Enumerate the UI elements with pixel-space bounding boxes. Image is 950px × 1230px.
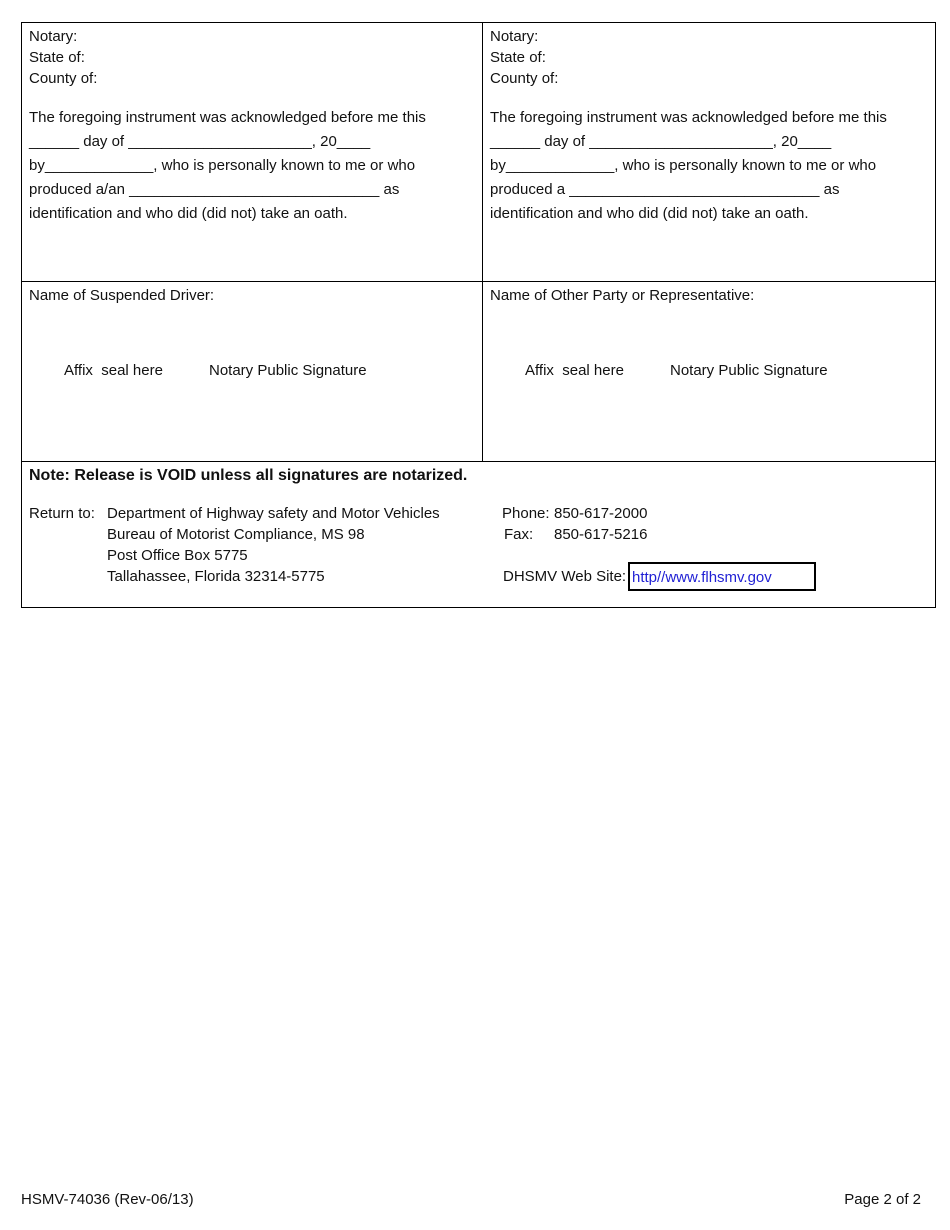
signature-left-cell	[22, 282, 482, 461]
notary-signature-label-left: Notary Public Signature	[209, 362, 367, 379]
phone-value: 850-617-2000	[554, 505, 648, 522]
notary-right-cell	[483, 23, 935, 281]
notary-right-state-label: State of:	[490, 49, 546, 66]
ack-line: The foregoing instrument was acknowledged before me this	[29, 109, 426, 126]
ack-line: produced a/an ______________________________ as	[29, 181, 400, 198]
ack-line: produced a ______________________________ as	[490, 181, 840, 198]
ack-line: identification and who did (did not) take an oath.	[490, 205, 809, 222]
seal-area-right: Affix seal here	[525, 362, 624, 379]
notary-left-state-label: State of:	[29, 49, 85, 66]
phone-label: Phone:	[502, 505, 550, 522]
return-address-line: Department of Highway safety and Motor Vehicles	[107, 505, 440, 522]
website-label: DHSMV Web Site:	[503, 568, 627, 585]
fax-value: 850-617-5216	[554, 526, 648, 543]
fax-label: Fax:	[504, 526, 534, 543]
ack-line: by_____________, who is personally known to me or who	[490, 157, 877, 174]
notary-left-county-label: County of:	[29, 70, 98, 87]
ack-line: ______ day of ______________________, 20____	[29, 133, 371, 150]
ack-line: ______ day of ______________________, 20____	[490, 133, 832, 150]
other-party-name-label: Name of Other Party or Representative:	[490, 287, 755, 304]
ack-line: by_____________, who is personally known to me or who	[29, 157, 416, 174]
seal-area-left: Affix seal here	[64, 362, 163, 379]
page-number: Page 2 of 2	[844, 1191, 921, 1208]
suspended-driver-name-label: Name of Suspended Driver:	[29, 287, 215, 304]
website-field[interactable]	[628, 562, 816, 591]
notary-right-notary-label: Notary:	[490, 28, 539, 45]
return-address-line: Post Office Box 5775	[107, 547, 248, 564]
website-link[interactable]: http//www.flhsmv.gov	[632, 569, 772, 586]
return-address-line: Tallahassee, Florida 32314-5775	[107, 568, 325, 585]
notary-form	[21, 22, 936, 608]
notary-left-notary-label: Notary:	[29, 28, 78, 45]
notary-left-cell	[22, 23, 482, 281]
notary-signature-label-right: Notary Public Signature	[670, 362, 828, 379]
notary-right-acknowledgment	[490, 106, 928, 226]
ack-line: identification and who did (did not) take an oath.	[29, 205, 348, 222]
ack-line: The foregoing instrument was acknowledged before me this	[490, 109, 887, 126]
return-to-label: Return to:	[29, 505, 95, 522]
void-note: Note: Release is VOID unless all signatures are notarized.	[29, 467, 468, 484]
return-address-line: Bureau of Motorist Compliance, MS 98	[107, 526, 365, 543]
signature-right-cell	[483, 282, 935, 461]
form-id: HSMV-74036 (Rev-06/13)	[21, 1191, 194, 1208]
notary-right-county-label: County of:	[490, 70, 559, 87]
notary-left-acknowledgment	[29, 106, 475, 226]
